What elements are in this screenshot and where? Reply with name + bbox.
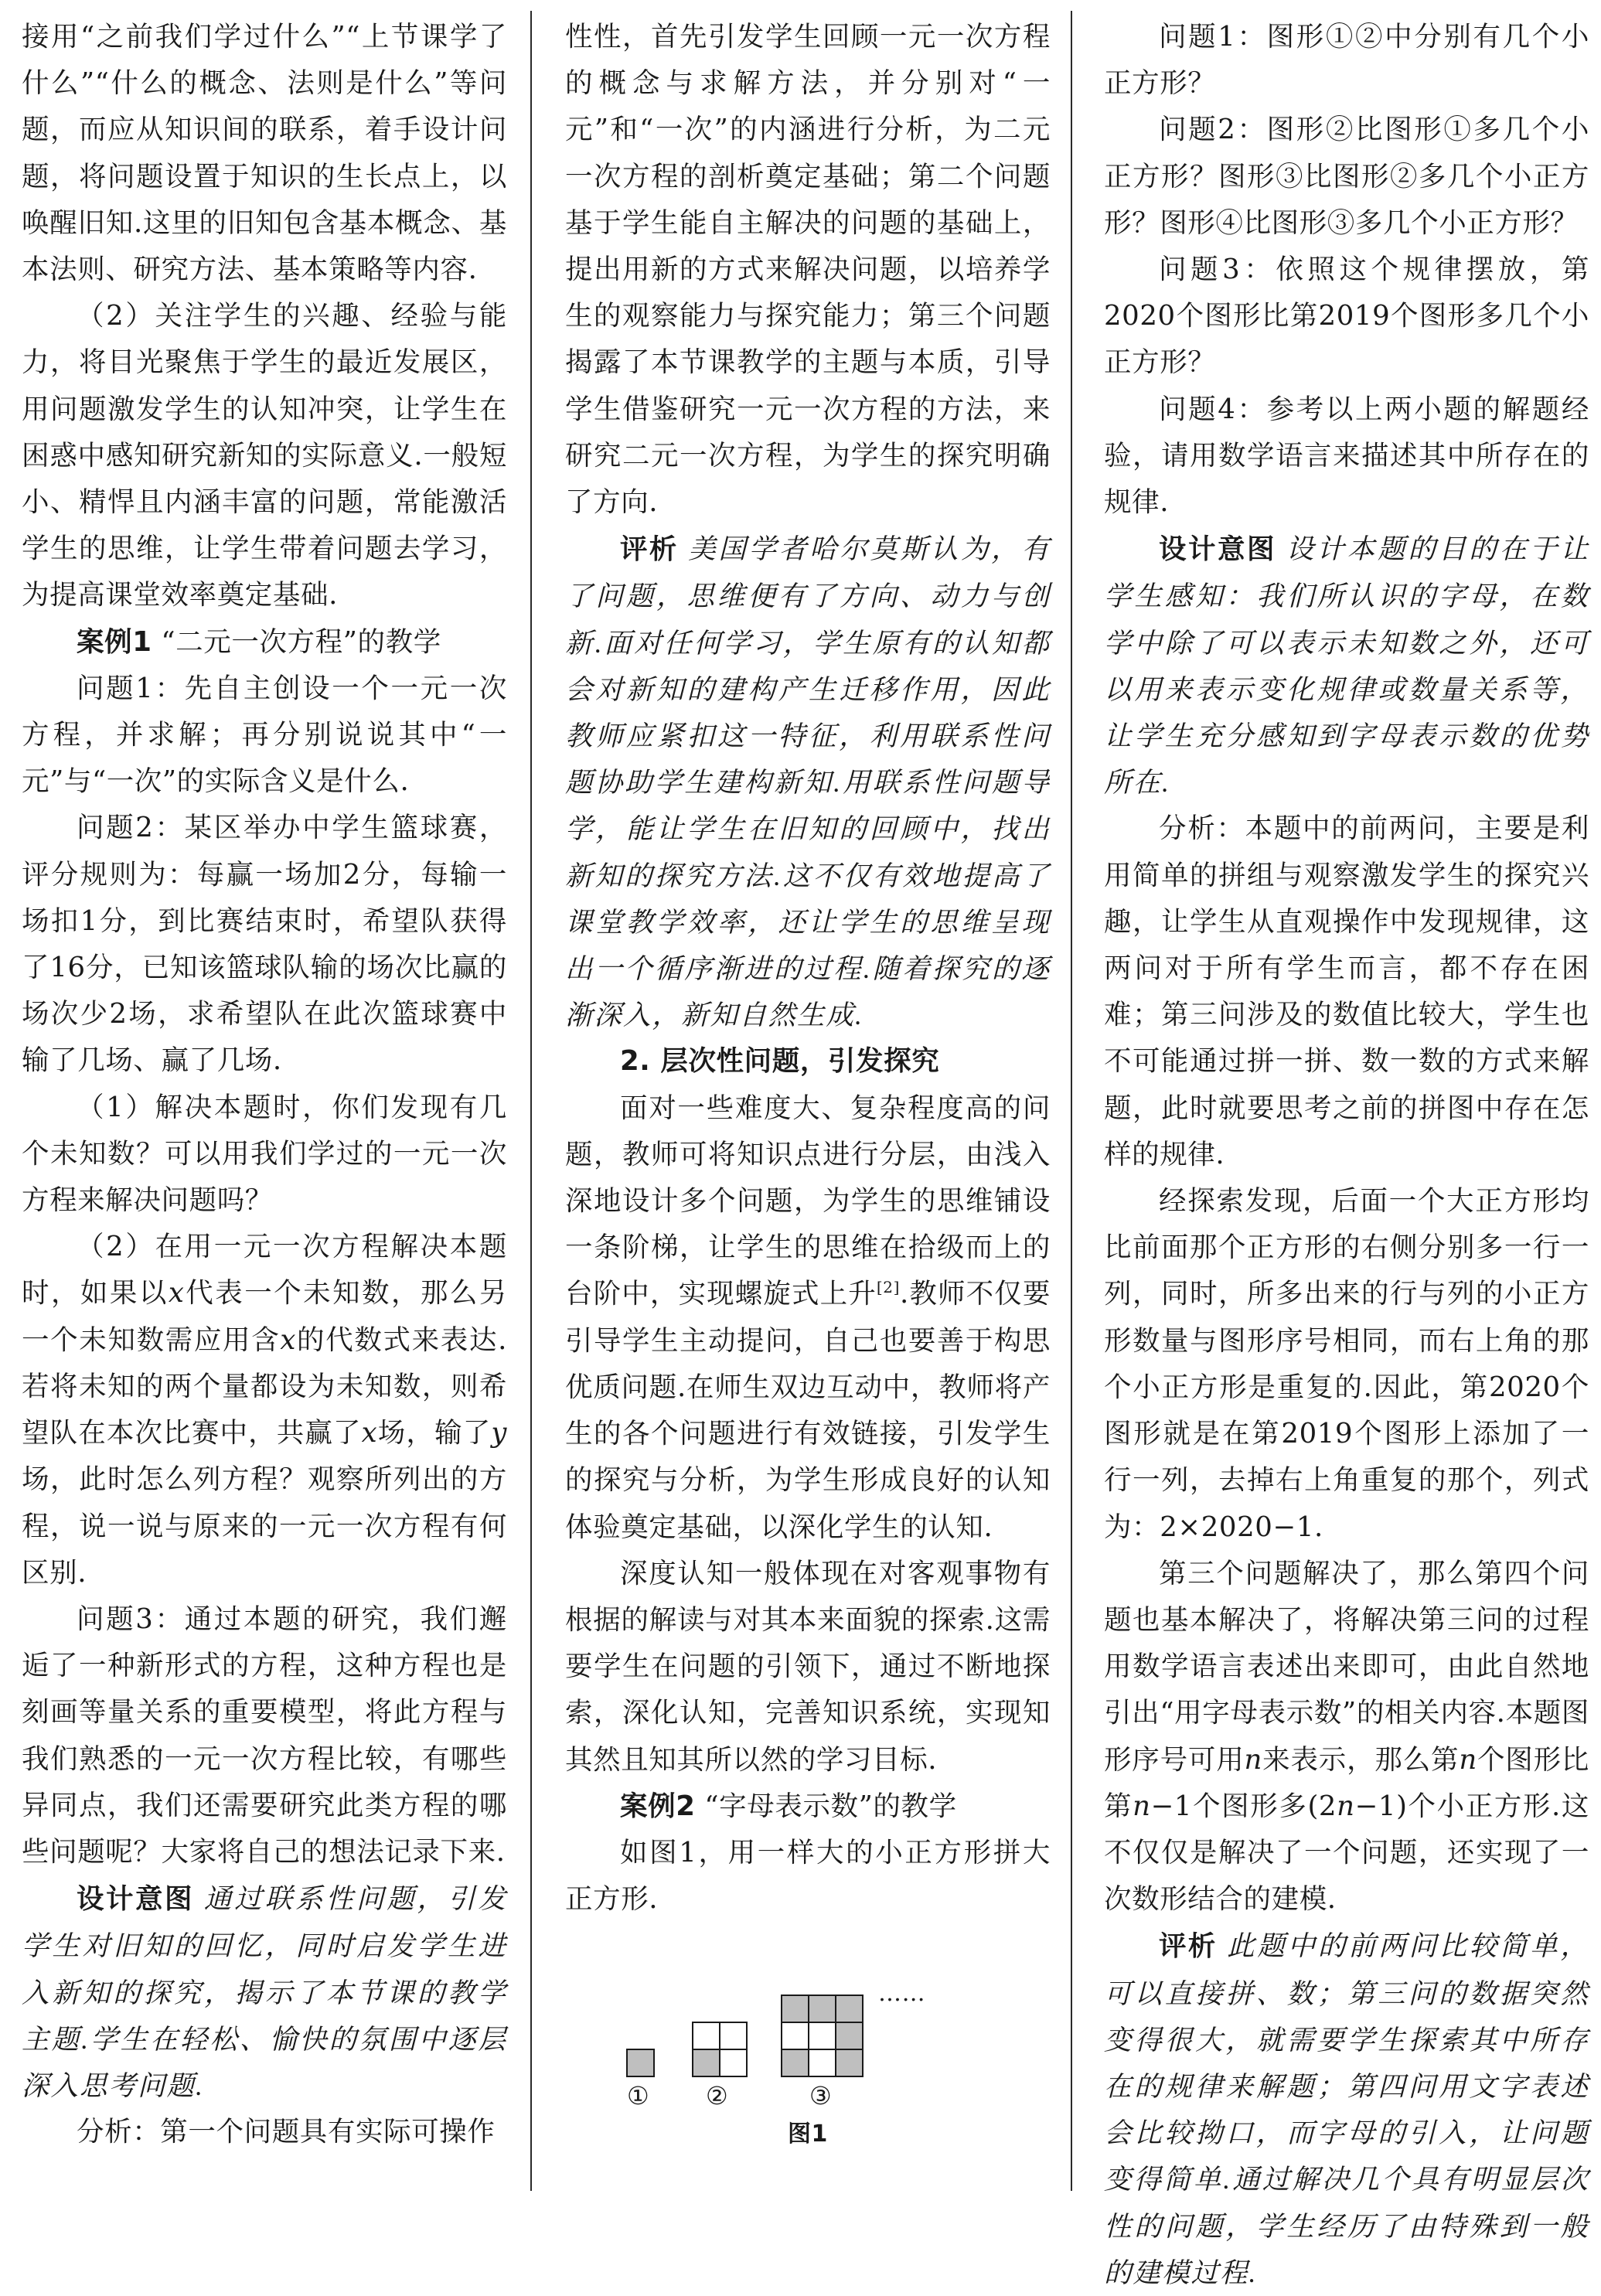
case2-question-3: 问题3：依照这个规律摆放，第2020个图形比第2019个图形多几个小正方形？ xyxy=(1104,254,1589,379)
case2-review xyxy=(1104,1923,1589,2296)
variable-n: n xyxy=(1459,1743,1477,1776)
text-run: 的代数式来表达.若将未知的两个量都设为未知数，则希望队在本次比赛中，共赢了 xyxy=(22,1323,507,1449)
case1-label: 案例1 xyxy=(77,625,152,658)
variable-n: n xyxy=(1244,1743,1262,1776)
variable-x: x xyxy=(280,1323,296,1356)
case1-review xyxy=(565,526,1051,1038)
citation-ref: [2] xyxy=(876,1278,900,1297)
paragraph-continued: 接用“之前我们学过什么”“上节课学了什么”“什么的概念、法则是什么”等问题，而应从知识间的联系，着手设计问题，将问题设置于知识的生长点上，以唤醒旧知.这里的旧知包含基本概念、基本法则、研究方法、基本策略等内容. xyxy=(22,21,507,286)
figure-label-3: ③ xyxy=(809,2081,833,2111)
case2-exploration: 经探索发现，后面一个大正方形均比前面那个正方形的右侧分别多一行一列，同时，所多出来的行与列的小正方形数量与图形序号相同，而右上角的那个小正方形是重复的.因此，第2020个图形就是在第2019个图形上添加了一行一列，去掉右上角重复的那个，列式为：2×2020−1. xyxy=(1104,1185,1589,1543)
case1-question-1: 问题1：先自主创设一个一元一次方程，并求解；再分别说说其中“一元”与“一次”的实际含义是什么. xyxy=(22,672,507,798)
square xyxy=(836,2049,863,2076)
column-2 xyxy=(565,14,1051,2150)
text-run: 个图形比第 xyxy=(1104,1743,1589,1822)
variable-x: x xyxy=(168,1277,185,1310)
review-text: 此题中的前两问比较简单，可以直接拼、数；第三问的数据突然变得很大，就需要学生探索其中所存在的规律来解题；第四问用文字表述会比较拗口，而字母的引入，让问题变得简单.通过解决几个具有明显层次性的问题，学生经历了由特殊到一般的建模过程. xyxy=(1104,1930,1590,2288)
case2-intro: 如图1，用一样大的小正方形拼大正方形. xyxy=(565,1836,1051,1916)
design-intent-text: 通过联系性问题，引发学生对旧知的回忆，同时启发学生进入新知的探究，揭示了本节课的教学主题.学生在轻松、愉快的氛围中逐层深入思考问题. xyxy=(22,1883,507,2101)
review-label: 评析 xyxy=(1159,1930,1218,1963)
square xyxy=(782,2022,809,2049)
column-3 xyxy=(1104,14,1589,2296)
paragraph-continued: 性性，首先引发学生回顾一元一次方程的概念与求解方法，并分别对“一元”和“一次”的内涵进行分析，为二元一次方程的剖析奠定基础；第二个问题基于学生能自主解决的问题的基础上，提出用新的方式来解决问题，以培养学生的观察能力与探究能力；第三个问题揭露了本节课教学的主题与本质，引导学生借鉴研究一元一次方程的方法，来研究二元一次方程，为学生的探究明确了方向. xyxy=(565,21,1051,519)
square xyxy=(809,1995,836,2022)
case1-question-3: 问题3：通过本题的研究，我们邂逅了一种新形式的方程，这种方程也是刻画等量关系的重要模型，将此方程与我们熟悉的一元一次方程比较，有哪些异同点，我们还需要研究此类方程的哪些问题呢？大家将自己的想法记录下来. xyxy=(22,1603,507,1868)
case2-fourth-question xyxy=(1104,1551,1589,1923)
square xyxy=(693,2022,720,2049)
case1-heading xyxy=(22,619,507,666)
case1-design-intent xyxy=(22,1875,507,2109)
figure-1-caption: 图1 xyxy=(787,2121,829,2148)
text-run: 代表一个未知数，那么另一个未知数需应用含 xyxy=(22,1277,507,1356)
square xyxy=(720,2049,747,2076)
variable-y: y xyxy=(491,1417,508,1449)
case1-question-2b xyxy=(22,1224,507,1596)
case1-title: “二元一次方程”的教学 xyxy=(161,625,441,658)
case2-question-4: 问题4：参考以上两小题的解题经验，请用数学语言来描述其中所存在的规律. xyxy=(1104,393,1589,519)
text-run: 场，此时怎么列方程？观察所列出的方程，说一说与原来的一元一次方程有何区别. xyxy=(22,1463,507,1589)
pattern-3 xyxy=(782,1995,863,2076)
case1-question-2a: （1）解决本题时，你们发现有几个未知数？可以用我们学过的一元一次方程来解决问题吗？ xyxy=(22,1091,507,1217)
square xyxy=(836,1995,863,2022)
square xyxy=(720,2022,747,2049)
text-run: −1)个小正方形.这不仅仅是解决了一个问题，还实现了一次数形结合的建模. xyxy=(1104,1790,1589,1916)
paragraph-interest: （2）关注学生的兴趣、经验与能力，将目光聚焦于学生的最近发展区，用问题激发学生的认知冲突，让学生在困惑中感知研究新知的实际意义.一般短小、精悍且内涵丰富的问题，常能激活学生的思维，让学生带着问题去学习，为提高课堂效率奠定基础. xyxy=(22,300,507,611)
section-heading-2: 2. 层次性问题，引发探究 xyxy=(620,1045,940,1078)
case2-analysis: 分析：本题中的前两问，主要是利用简单的拼组与观察激发学生的探究兴趣，让学生从直观操作中发现规律，这两问对于所有学生而言，都不存在困难；第三问涉及的数值比较大，学生也不可能通过拼一拼、数一数的方式来解题，此时就要思考之前的拼图中存在怎样的规律. xyxy=(1104,812,1589,1170)
variable-n: n xyxy=(1133,1790,1151,1822)
text-run: 第三个问题解决了，那么第四个问题也基本解决了，将解决第三问的过程用数学语言表述出来即可，由此自然地引出“用字母表示数”的相关内容.本题图形序号可用 xyxy=(1104,1557,1589,1776)
case2-question-2: 问题2：图形②比图形①多几个小正方形？图形③比图形②多几个小正方形？图形④比图形③多几个小正方形？ xyxy=(1104,114,1589,239)
case1-analysis-start: 分析：第一个问题具有实际可操作 xyxy=(77,2116,496,2148)
square xyxy=(809,2049,836,2076)
column-divider-1 xyxy=(530,11,532,2191)
case2-question-1: 问题1：图形①②中分别有几个小正方形？ xyxy=(1104,21,1589,100)
figure-label-1: ① xyxy=(627,2081,650,2111)
paragraph-deep-cognition: 深度认知一般体现在对客观事物有根据的解读与对其本来面貌的探索.这需要学生在问题的引领下，通过不断地探索，深化认知，完善知识系统，实现知其然且知其所以然的学习目标. xyxy=(565,1557,1051,1776)
text-run: 面对一些难度大、复杂程度高的问题，教师可将知识点进行分层，由浅入深地设计多个问题，为学生的思维铺设一条阶梯，让学生的思维在拾级而上的台阶中，实现螺旋式上升 xyxy=(565,1092,1051,1310)
case1-question-2: 问题2：某区举办中学生篮球赛，评分规则为：每赢一场加2分，每输一场扣1分，到比赛结束时，希望队获得了16分，已知该篮球队输的场次比赢的场次少2场，求希望队在此次篮球赛中输了几场、赢了几场. xyxy=(22,812,507,1077)
paragraph-levels xyxy=(565,1085,1051,1551)
figure-1 xyxy=(565,1933,1051,2119)
figure-ellipsis: …… xyxy=(878,1980,926,2008)
text-run: −1个图形多(2 xyxy=(1150,1790,1337,1822)
square xyxy=(693,2049,720,2076)
review-label: 评析 xyxy=(620,533,679,566)
text-run: （2）在用一元一次方程解决本题时，如果以 xyxy=(22,1231,507,1310)
case2-title: “字母表示数”的教学 xyxy=(704,1790,957,1822)
square xyxy=(782,2049,809,2076)
variable-n: n xyxy=(1337,1790,1355,1822)
column-divider-2 xyxy=(1071,11,1072,2191)
text-run: 场，输了 xyxy=(377,1417,492,1449)
design-intent-label: 设计意图 xyxy=(77,1883,195,1916)
case2-label: 案例2 xyxy=(620,1790,696,1822)
figure-label-2: ② xyxy=(706,2081,729,2111)
variable-x: x xyxy=(361,1417,378,1449)
square xyxy=(782,1995,809,2022)
square xyxy=(836,2022,863,2049)
design-intent-label: 设计意图 xyxy=(1159,533,1277,566)
text-run: 来表示，那么第 xyxy=(1262,1743,1460,1776)
pattern-1 xyxy=(627,2049,654,2076)
design-intent-text: 设计本题的目的在于让学生感知：我们所认识的字母，在数学中除了可以表示未知数之外，还可以用来表示变化规律或数量关系等，让学生充分感知到字母表示数的优势所在. xyxy=(1104,533,1589,799)
square xyxy=(809,2022,836,2049)
case2-heading xyxy=(565,1783,1051,1830)
case2-design-intent xyxy=(1104,526,1589,806)
text-run: .教师不仅要引导学生主动提问，自己也要善于构思优质问题.在师生双边互动中，教师将产生的各个问题进行有效链接，引发学生的探究与分析，为学生形成良好的认知体验奠定基础，以深化学生的认知. xyxy=(565,1278,1051,1543)
square xyxy=(627,2049,654,2076)
pattern-2 xyxy=(693,2022,747,2076)
review-text: 美国学者哈尔莫斯认为，有了问题，思维便有了方向、动力与创新.面对任何学习，学生原有的认知都会对新知的建构产生迁移作用，因此教师应紧扣这一特征，利用联系性问题协助学生建构新知.用联系性问题导学，能让学生在旧知的回顾中，找出新知的探究方法.这不仅有效地提高了课堂教学效率，还让学生的思维呈现出一个循序渐进的过程.随着探究的逐渐深入，新知自然生成. xyxy=(565,533,1051,1031)
column-1 xyxy=(22,14,507,2155)
